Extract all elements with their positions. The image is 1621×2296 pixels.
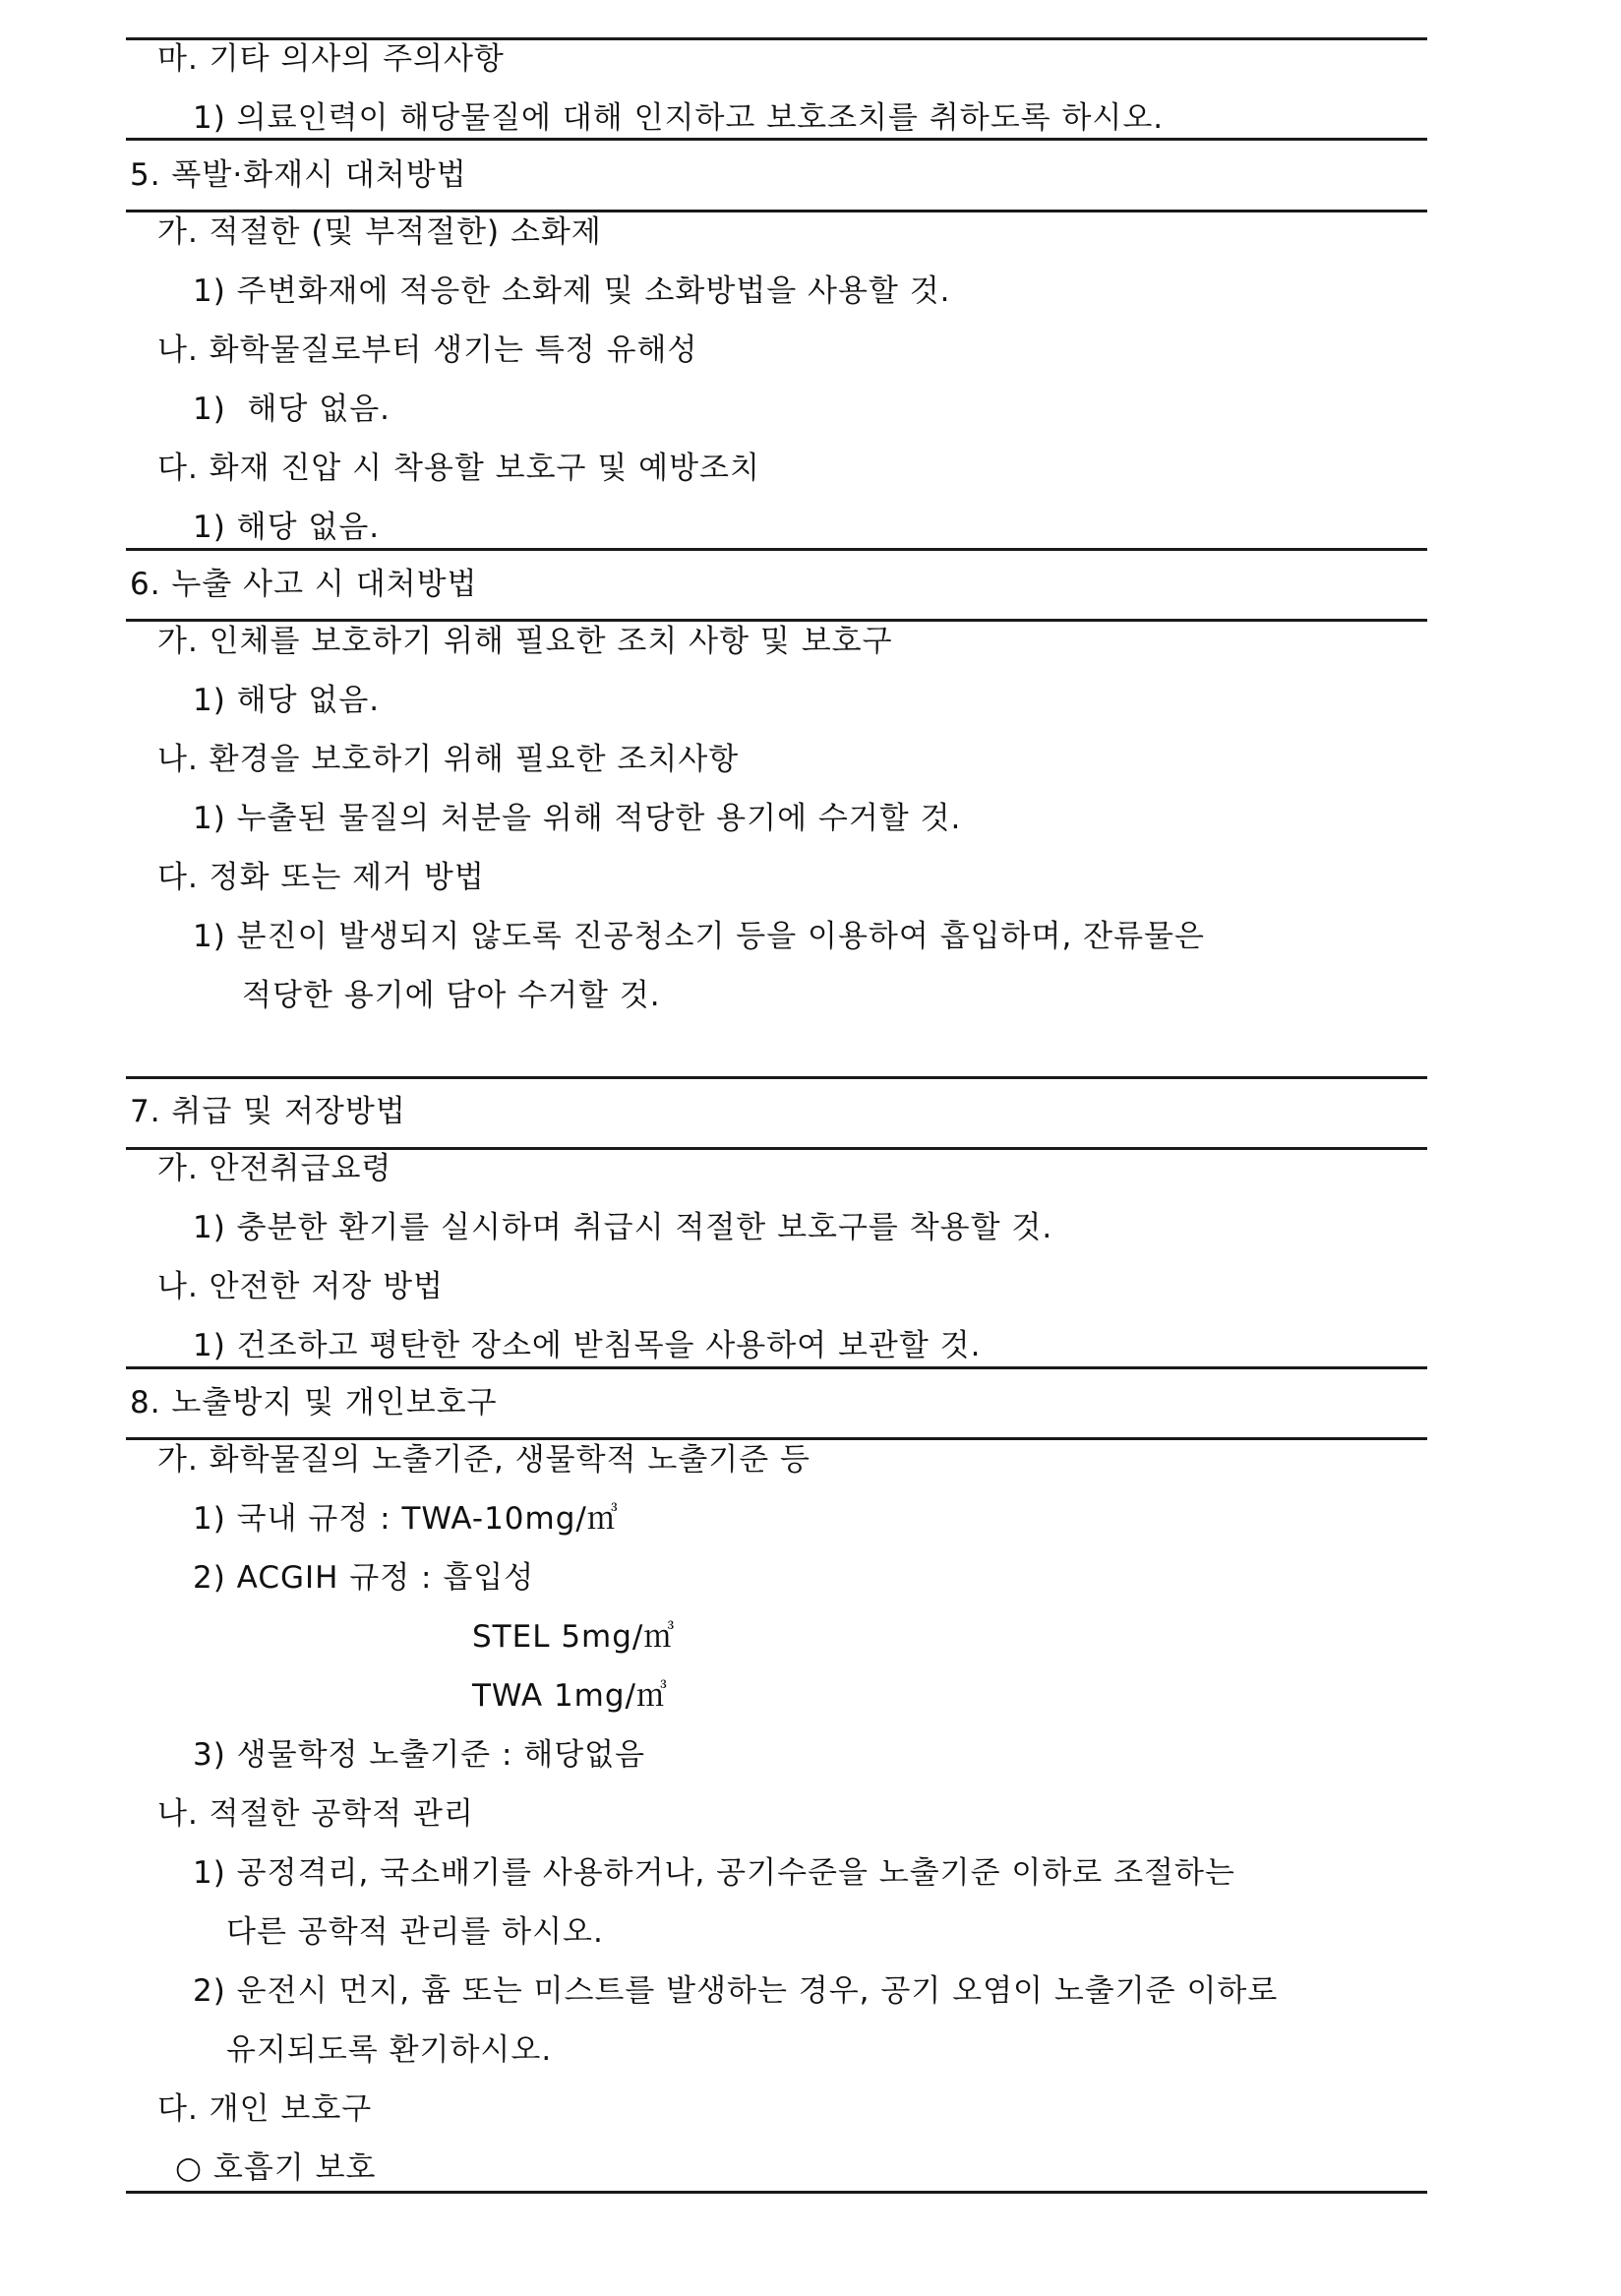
rule <box>126 548 1427 551</box>
subheading-ga: 가. 안전취급요령 <box>157 1151 392 1186</box>
section-heading-7: 7. 취급 및 저장방법 <box>130 1094 406 1129</box>
item-text: 1) 누출된 물질의 처분을 위해 적당한 용기에 수거할 것. <box>193 801 962 836</box>
item-text-continued: 유지되도록 환기하시오. <box>226 2032 553 2068</box>
subheading-da: 다. 정화 또는 제거 방법 <box>157 860 485 895</box>
subheading-na: 나. 환경을 보호하기 위해 필요한 조치사항 <box>157 742 740 777</box>
item-text: 1) 해당 없음. <box>193 392 391 427</box>
item-text-continued: 다른 공학적 관리를 하시오. <box>226 1914 604 1950</box>
subheading-ga: 가. 적절한 (및 부적절한) 소화제 <box>157 214 602 250</box>
item-text: 1) 의료인력이 해당물질에 대해 인지하고 보호조치를 취하도록 하시오. <box>193 100 1165 136</box>
rule <box>126 1366 1427 1369</box>
bullet-item: ○ 호흡기 보호 <box>175 2150 377 2186</box>
section-heading-6: 6. 누출 사고 시 대처방법 <box>130 567 478 602</box>
item-text: 1) 건조하고 평탄한 장소에 받침목을 사용하여 보관할 것. <box>193 1328 982 1363</box>
subheading-da: 다. 화재 진압 시 착용할 보호구 및 예방조치 <box>157 451 760 486</box>
subheading-da: 다. 개인 보호구 <box>157 2091 373 2127</box>
subheading-na: 나. 적절한 공학적 관리 <box>157 1796 474 1832</box>
item-text: 1) 충분한 환기를 실시하며 취급시 적절한 보호구를 착용할 것. <box>193 1210 1053 1245</box>
subheading-ma: 마. 기타 의사의 주의사항 <box>157 41 505 77</box>
item-text-continued: 적당한 용기에 담아 수거할 것. <box>242 978 661 1013</box>
section-heading-5: 5. 폭발·화재시 대처방법 <box>130 157 467 193</box>
section-heading-8: 8. 노출방지 및 개인보호구 <box>130 1385 498 1420</box>
item-text: 1) 해당 없음. <box>193 683 381 718</box>
item-text: 1) 분진이 발생되지 않도록 진공청소기 등을 이용하여 흡입하며, 잔류물은 <box>193 919 1205 954</box>
item-text: 1) 해당 없음. <box>193 510 381 545</box>
item-value: TWA 1mg/㎥ <box>472 1678 668 1714</box>
subheading-ga: 가. 화학물질의 노출기준, 생물학적 노출기준 등 <box>157 1442 810 1478</box>
item-value: STEL 5mg/㎥ <box>472 1619 676 1655</box>
subheading-na: 나. 화학물질로부터 생기는 특정 유해성 <box>157 332 698 368</box>
rule <box>126 2191 1427 2194</box>
item-text: 3) 생물학정 노출기준 : 해당없음 <box>193 1737 646 1773</box>
subheading-ga: 가. 인체를 보호하기 위해 필요한 조치 사항 및 보호구 <box>157 624 893 659</box>
item-text: 2) 운전시 먼지, 흄 또는 미스트를 발생하는 경우, 공기 오염이 노출기준 이하로 <box>193 1973 1279 2009</box>
item-text: 1) 공정격리, 국소배기를 사용하거나, 공기수준을 노출기준 이하로 조절하는 <box>193 1855 1235 1891</box>
item-text: 1) 국내 규정 : TWA-10mg/㎥ <box>193 1501 619 1537</box>
rule <box>126 138 1427 141</box>
rule <box>126 1076 1427 1079</box>
item-text: 1) 주변화재에 적응한 소화제 및 소화방법을 사용할 것. <box>193 273 951 309</box>
subheading-na: 나. 안전한 저장 방법 <box>157 1269 444 1304</box>
item-text: 2) ACGIH 규정 : 흡입성 <box>193 1560 535 1596</box>
